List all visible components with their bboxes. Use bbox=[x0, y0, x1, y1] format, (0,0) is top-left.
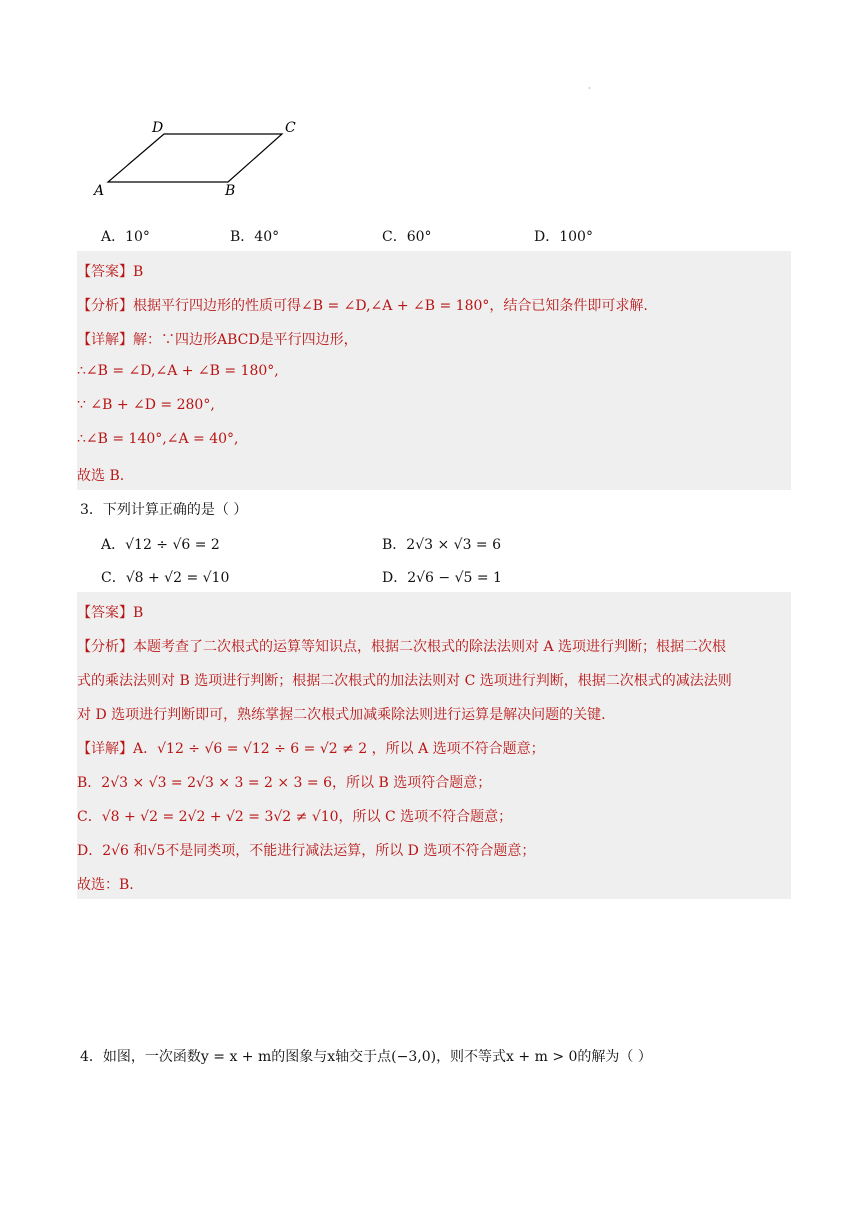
q2-choice-a: A．10° bbox=[101, 229, 150, 245]
q3-analysis-1: 【分析】本题考查了二次根式的运算等知识点，根据二次根式的除法法则对 A 选项进行判断；根据二次根 bbox=[77, 639, 727, 655]
q3-analysis-3: 对 D 选项进行判断即可，熟练掌握二次根式加减乘除法则进行运算是解决问题的关键. bbox=[77, 707, 606, 723]
q2-detail: 【详解】解：∵四边形ABCD是平行四边形， bbox=[77, 332, 358, 348]
vertex-label-a: A bbox=[94, 183, 105, 199]
q4-stem: 4．如图，一次函数y = x + m的图象与x轴交于点(−3,0)，则不等式x + m > 0的解为（ ） bbox=[80, 1049, 652, 1065]
q2-choice-c: C．60° bbox=[382, 229, 432, 245]
parallelogram-abcd bbox=[108, 134, 282, 182]
q3-choice-c: C．√8 + √2 = √10 bbox=[101, 570, 230, 586]
page-mark: · bbox=[588, 84, 591, 93]
vertex-label-c: C bbox=[285, 120, 296, 136]
q3-analysis-2: 式的乘法法则对 B 选项进行判断；根据二次根式的加法法则对 C 选项进行判断，根据二次根式的减法法则 bbox=[77, 673, 732, 689]
vertex-label-d: D bbox=[152, 120, 164, 136]
q2-step-2: ∵ ∠B + ∠D = 280°, bbox=[77, 397, 215, 413]
q3-answer: 【答案】B bbox=[77, 605, 144, 621]
q3-detail-a: 【详解】A．√12 ÷ √6 = √12 ÷ 6 = √2 ≠ 2 ，所以 A 选项不符合题意； bbox=[77, 741, 545, 757]
q3-solution-box bbox=[77, 592, 791, 899]
q3-choice-a: A．√12 ÷ √6 = 2 bbox=[101, 537, 220, 553]
q2-solution-box bbox=[77, 251, 791, 490]
q2-analysis: 【分析】根据平行四边形的性质可得∠B = ∠D,∠A + ∠B = 180°，结合已知条件即可求解. bbox=[77, 298, 648, 314]
q2-step-3: ∴∠B = 140°,∠A = 40°, bbox=[77, 431, 239, 447]
q3-stem: 3．下列计算正确的是（ ） bbox=[80, 502, 248, 518]
parallelogram-figure bbox=[88, 116, 308, 206]
q2-choice-d: D．100° bbox=[534, 229, 593, 245]
q2-choice-b: B．40° bbox=[230, 229, 280, 245]
q2-conclusion: 故选 B. bbox=[77, 468, 125, 484]
q3-detail-c: C．√8 + √2 = 2√2 + √2 = 3√2 ≠ √10，所以 C 选项不符合题意； bbox=[77, 809, 513, 825]
q3-detail-b: B．2√3 × √3 = 2√3 × 3 = 2 × 3 = 6，所以 B 选项符合题意； bbox=[77, 775, 492, 791]
q3-choice-d: D．2√6 − √5 = 1 bbox=[382, 570, 502, 586]
q2-step-1: ∴∠B = ∠D,∠A + ∠B = 180°, bbox=[77, 363, 279, 379]
q3-conclusion: 故选：B. bbox=[77, 877, 134, 893]
q3-choice-b: B．2√3 × √3 = 6 bbox=[382, 537, 502, 553]
vertex-label-b: B bbox=[225, 183, 236, 199]
q3-detail-d: D．2√6 和√5不是同类项，不能进行减法运算，所以 D 选项不符合题意； bbox=[77, 843, 536, 859]
q2-answer: 【答案】B bbox=[77, 264, 144, 280]
